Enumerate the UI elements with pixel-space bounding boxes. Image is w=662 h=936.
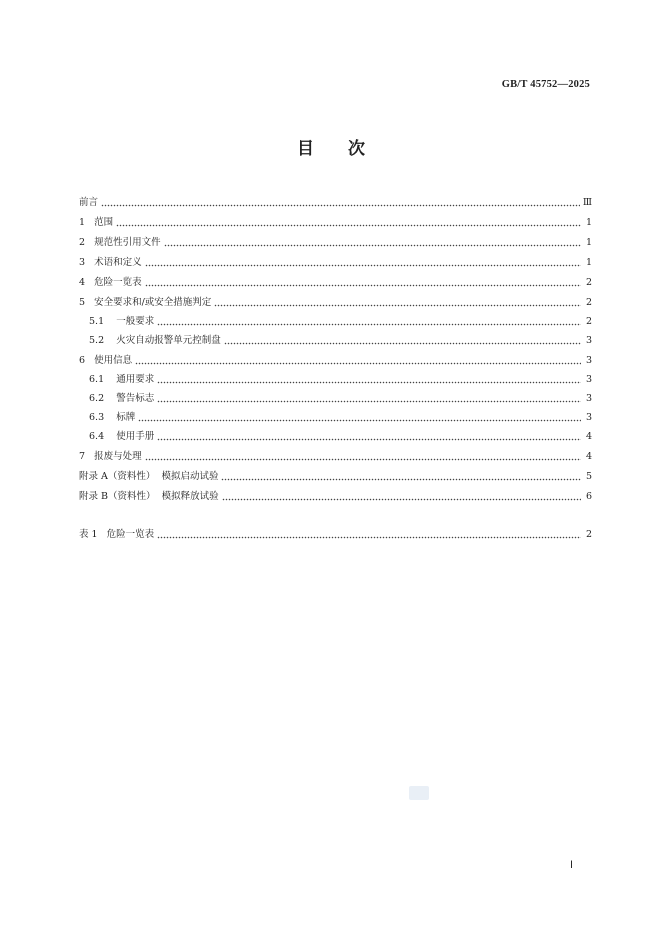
toc-entry-page: 1 [585,217,592,228]
toc-entry-annex-b[interactable] [79,483,592,503]
toc-entry-number: 5 [79,297,86,308]
dot-leader [224,337,581,347]
toc-entry-manual[interactable] [79,424,592,443]
toc-entry-disposal[interactable] [79,443,592,463]
toc-entry-page: 3 [585,355,592,366]
toc-entry-page: 3 [585,412,592,423]
toc-entry-scope[interactable] [79,209,592,229]
toc-entry-number: 2 [79,237,86,248]
toc-entry-page: 6 [585,491,592,502]
toc-entry-page: 5 [585,471,592,482]
toc-entry-page: 3 [585,335,592,346]
toc-entry-text: 使用手册 [116,431,155,442]
toc-entry-text: 火灾自动报警单元控制盘 [116,335,221,346]
toc-entry-number: 7 [79,451,86,462]
toc-entry-safety-requirements[interactable] [79,289,592,309]
dot-leader [145,453,581,463]
page-title: 目次 [297,139,399,159]
toc-entry-number: 5.1 [89,316,105,327]
toc-entry-text: 使用信息 [94,355,133,366]
dot-leader [138,414,581,424]
toc-entry-number: 4 [79,277,86,288]
dot-leader [101,199,580,209]
dot-leader [116,219,581,229]
toc-entry-number: 5.2 [89,335,105,346]
toc-entry-number: 附录 A（资料性） [79,471,156,482]
toc-entry-page: 3 [585,393,592,404]
toc-entry-information-for-use[interactable] [79,347,592,367]
toc-entry-number: 表 1 [79,529,98,540]
toc-entry-text: 规范性引用文件 [94,237,161,248]
standard-code: GB/T 45752—2025 [501,79,590,90]
toc-entry-text: 通用要求 [116,374,155,385]
toc-entry-text: 前言 [79,197,99,208]
toc-entry-general-requirements[interactable] [79,309,592,328]
toc-entry-page: 1 [585,237,592,248]
toc-entry-general[interactable] [79,367,592,386]
dot-leader [145,259,581,269]
toc-entry-page: 2 [585,297,592,308]
toc-entry-normative-references[interactable] [79,229,592,249]
toc-entry-number: 6 [79,355,86,366]
toc-entry-page: Ⅲ [582,197,592,208]
dot-leader [157,376,581,386]
toc-entry-foreword[interactable] [79,189,592,209]
dot-leader [145,279,581,289]
dot-leader [157,433,581,443]
dot-leader [164,239,581,249]
toc-entry-page: 1 [585,257,592,268]
dot-leader [157,395,581,405]
toc-entry-text: 模拟启动试验 [161,471,219,482]
toc-entry-text: 危险一览表 [106,529,155,540]
toc-entry-text: 警告标志 [116,393,155,404]
toc-entry-number: 1 [79,217,86,228]
toc-entry-annex-a[interactable] [79,463,592,483]
toc-entry-warning-signs[interactable] [79,386,592,405]
toc-entry-page: 2 [585,277,592,288]
toc-entry-page: 4 [585,431,592,442]
dot-leader [135,357,581,367]
dot-leader [221,473,581,483]
toc-entry-number: 6.2 [89,393,105,404]
toc-entry-hazard-list[interactable] [79,269,592,289]
toc-entry-control-panel[interactable] [79,328,592,347]
toc-entry-number: 6.1 [89,374,105,385]
toc-entry-text: 危险一览表 [94,277,142,288]
toc-entry-text: 术语和定义 [94,257,142,268]
toc-entry-page: 4 [585,451,592,462]
toc-entry-number: 6.4 [89,431,105,442]
toc-entry-number: 附录 B（资料性） [79,491,156,502]
toc-entry-text: 标牌 [116,412,136,423]
dot-leader [157,318,581,328]
table-of-contents [79,189,592,541]
toc-entry-text: 安全要求和/或安全措施判定 [94,297,212,308]
dot-leader [222,493,581,503]
toc-entry-terms[interactable] [79,249,592,269]
toc-entry-page: 2 [585,316,592,327]
dot-leader [214,299,581,309]
toc-entry-page: 3 [585,374,592,385]
toc-entry-text: 一般要求 [116,316,155,327]
toc-entry-text: 报废与处理 [94,451,142,462]
toc-entry-text: 模拟释放试验 [161,491,219,502]
watermark-logo [409,786,429,800]
toc-entry-table-1[interactable] [79,521,592,541]
toc-entry-number: 3 [79,257,86,268]
page-number: Ⅰ [570,860,573,871]
dot-leader [157,531,581,541]
toc-entry-text: 范围 [94,217,114,228]
toc-entry-page: 2 [585,529,592,540]
toc-entry-number: 6.3 [89,412,105,423]
toc-entry-nameplate[interactable] [79,405,592,424]
